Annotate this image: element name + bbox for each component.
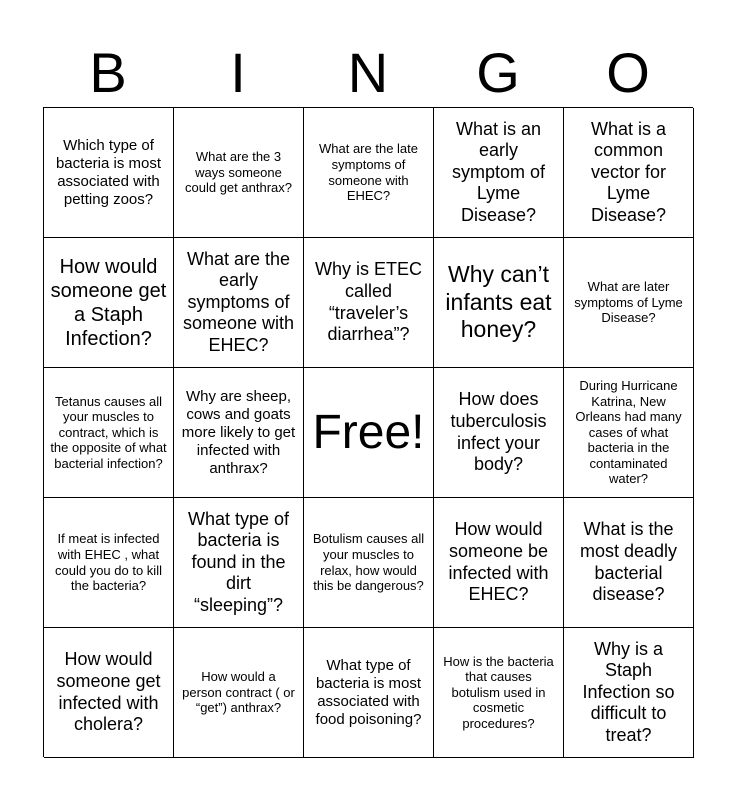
cell-text: How would a person contract ( or “get”) anthrax?	[182, 669, 295, 716]
cell-text: How would someone get a Staph Infection?	[50, 255, 167, 350]
header-letter-b: B	[89, 41, 127, 104]
free-space-text: Free!	[312, 405, 425, 459]
cell-text: Why can’t infants eat honey?	[445, 261, 552, 343]
bingo-cell[interactable]	[174, 628, 304, 758]
cell-text: What is the most deadly bacterial disease?	[579, 519, 678, 605]
bingo-cell[interactable]	[44, 368, 174, 498]
cell-text: What is an early symptom of Lyme Disease?	[451, 118, 546, 225]
cell-text: How does tuberculosis infect your body?	[450, 389, 547, 475]
bingo-cell[interactable]	[174, 238, 304, 368]
bingo-cell[interactable]	[304, 108, 434, 238]
cell-text: What are later symptoms of Lyme Disease?	[574, 279, 683, 326]
bingo-cell[interactable]	[434, 498, 564, 628]
bingo-cell[interactable]	[564, 628, 694, 758]
bingo-header	[43, 38, 693, 108]
bingo-cell[interactable]	[564, 238, 694, 368]
bingo-cell[interactable]	[44, 108, 174, 238]
bingo-cell[interactable]	[174, 368, 304, 498]
bingo-cell[interactable]	[304, 238, 434, 368]
cell-text: What type of bacteria is most associated with food poisoning?	[315, 656, 422, 728]
cell-text: How would someone get infected with cholera?	[56, 649, 161, 735]
bingo-cell[interactable]	[44, 498, 174, 628]
bingo-cell[interactable]	[434, 108, 564, 238]
header-letter-g: G	[476, 41, 520, 104]
cell-text: Why are sheep, cows and goats more likely to get infected with anthrax?	[181, 387, 296, 477]
header-letter-i: I	[230, 41, 246, 104]
cell-text: Which type of bacteria is most associated with petting zoos?	[55, 136, 162, 208]
cell-text: How is the bacteria that causes botulism used in cosmetic procedures?	[443, 653, 554, 731]
cell-text: What are the early symptoms of someone with EHEC?	[182, 248, 295, 355]
bingo-cell[interactable]	[434, 628, 564, 758]
bingo-cell[interactable]	[174, 108, 304, 238]
bingo-cell[interactable]	[304, 498, 434, 628]
cell-text: How would someone be infected with EHEC?	[448, 519, 549, 605]
bingo-cell[interactable]	[44, 628, 174, 758]
bingo-cell[interactable]	[564, 368, 694, 498]
bingo-cell[interactable]	[304, 628, 434, 758]
free-space[interactable]	[304, 368, 434, 498]
cell-text: What is a common vector for Lyme Disease?	[590, 118, 667, 225]
cell-text: Why is a Staph Infection so difficult to treat?	[582, 638, 675, 745]
cell-text: Why is ETEC called “traveler’s diarrhea”?	[314, 259, 422, 345]
bingo-cell[interactable]	[174, 498, 304, 628]
cell-text: What are the late symptoms of someone with EHEC?	[319, 141, 418, 204]
cell-text: Tetanus causes all your muscles to contract, which is the opposite of what bacterial infection?	[50, 393, 167, 471]
bingo-cell[interactable]	[564, 108, 694, 238]
bingo-cell[interactable]	[44, 238, 174, 368]
cell-text: What are the 3 ways someone could get anthrax?	[185, 149, 292, 196]
cell-text: If meat is infected with EHEC , what could you do to kill the bacteria?	[55, 531, 162, 594]
header-letter-o: O	[606, 41, 650, 104]
bingo-cell[interactable]	[564, 498, 694, 628]
cell-text: During Hurricane Katrina, New Orleans had many cases of what bacteria in the contaminated water?	[575, 377, 682, 487]
bingo-board	[43, 107, 693, 757]
bingo-cell[interactable]	[434, 368, 564, 498]
cell-text: What type of bacteria is found in the dirt “sleeping”?	[187, 508, 290, 615]
cell-text: Botulism causes all your muscles to relax, how would this be dangerous?	[312, 531, 425, 594]
header-letter-n: N	[347, 41, 389, 104]
bingo-cell[interactable]	[434, 238, 564, 368]
